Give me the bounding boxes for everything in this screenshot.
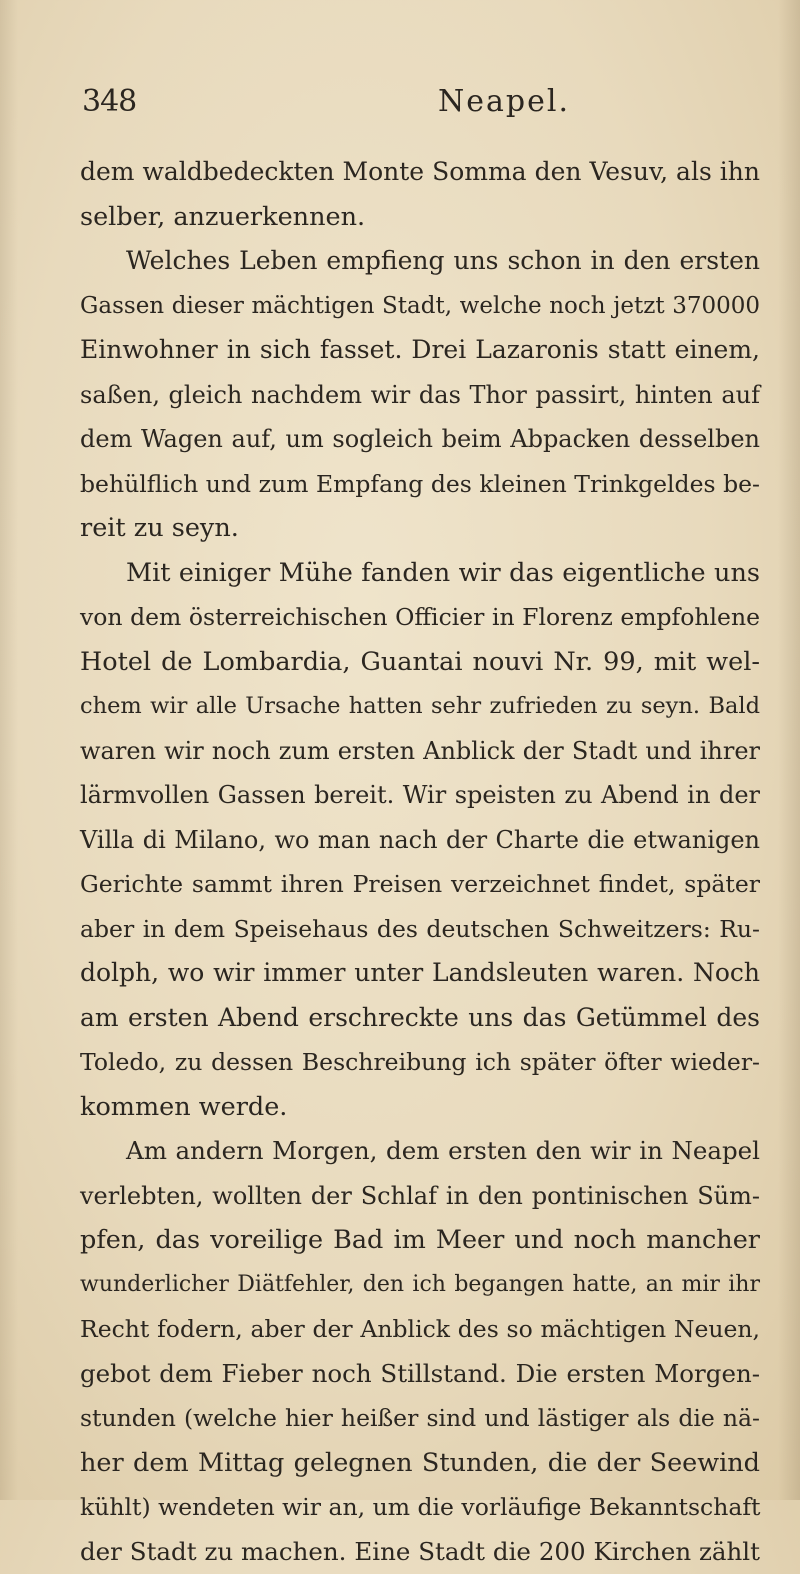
text-line: behülflich und zum Empfang des kleinen Trinkgeldes be-: [80, 462, 760, 507]
text-line: Einwohner in sich fasset. Drei Lazaronis statt einem,: [80, 328, 760, 373]
page-number: 348: [82, 84, 136, 119]
text-line: Villa di Milano, wo man nach der Charte die etwanigen: [80, 818, 760, 863]
text-line: lärmvollen Gassen bereit. Wir speisten zu Abend in der: [80, 773, 760, 818]
text-line: dolph, wo wir immer unter Landsleuten waren. Noch: [80, 951, 760, 996]
text-line: kühlt) wendeten wir an, um die vorläufige Bekanntschaft: [80, 1485, 760, 1530]
text-line: wunderlicher Diätfehler, den ich begangen hatte, an mir ihr: [80, 1263, 760, 1308]
page-edge-right: [778, 0, 800, 1500]
text-line: Hotel de Lombardia, Guantai nouvi Nr. 99, mit wel-: [80, 640, 760, 685]
text-line: reit zu seyn.: [80, 506, 760, 551]
text-line: Gassen dieser mächtigen Stadt, welche noch jetzt 370000: [80, 284, 760, 329]
text-line: Recht fodern, aber der Anblick des so mächtigen Neuen,: [80, 1307, 760, 1352]
text-line: chem wir alle Ursache hatten sehr zufrieden zu seyn. Bald: [80, 684, 760, 729]
text-line: Mit einiger Mühe fanden wir das eigentliche uns: [80, 551, 760, 596]
text-line: von dem österreichischen Officier in Florenz empfohlene: [80, 595, 760, 640]
text-line: Gerichte sammt ihren Preisen verzeichnet findet, später: [80, 862, 760, 907]
text-line: der Stadt zu machen. Eine Stadt die 200 Kirchen zählt: [80, 1530, 760, 1574]
text-line: am ersten Abend erschreckte uns das Getümmel des: [80, 996, 760, 1041]
text-line: saßen, gleich nachdem wir das Thor passirt, hinten auf: [80, 373, 760, 418]
page-edge-left: [0, 0, 18, 1500]
body-text: [80, 150, 760, 1574]
text-line: kommen werde.: [80, 1085, 760, 1130]
text-line: gebot dem Fieber noch Stillstand. Die ersten Morgen-: [80, 1352, 760, 1397]
text-line: waren wir noch zum ersten Anblick der Stadt und ihrer: [80, 729, 760, 774]
text-line: selber, anzuerkennen.: [80, 195, 760, 240]
text-line: her dem Mittag gelegnen Stunden, die der Seewind: [80, 1441, 760, 1486]
page-header: [82, 84, 722, 124]
running-head: Neapel.: [438, 84, 570, 119]
text-line: aber in dem Speisehaus des deutschen Schweitzers: Ru-: [80, 907, 760, 952]
text-line: dem waldbedeckten Monte Somma den Vesuv, als ihn: [80, 150, 760, 195]
text-line: pfen, das voreilige Bad im Meer und noch mancher: [80, 1218, 760, 1263]
text-line: stunden (welche hier heißer sind und lästiger als die nä-: [80, 1396, 760, 1441]
text-line: Welches Leben empfieng uns schon in den ersten: [80, 239, 760, 284]
text-line: Am andern Morgen, dem ersten den wir in Neapel: [80, 1129, 760, 1174]
text-line: Toledo, zu dessen Beschreibung ich später öfter wieder-: [80, 1040, 760, 1085]
text-line: verlebten, wollten der Schlaf in den pontinischen Süm-: [80, 1174, 760, 1219]
text-line: dem Wagen auf, um sogleich beim Abpacken desselben: [80, 417, 760, 462]
